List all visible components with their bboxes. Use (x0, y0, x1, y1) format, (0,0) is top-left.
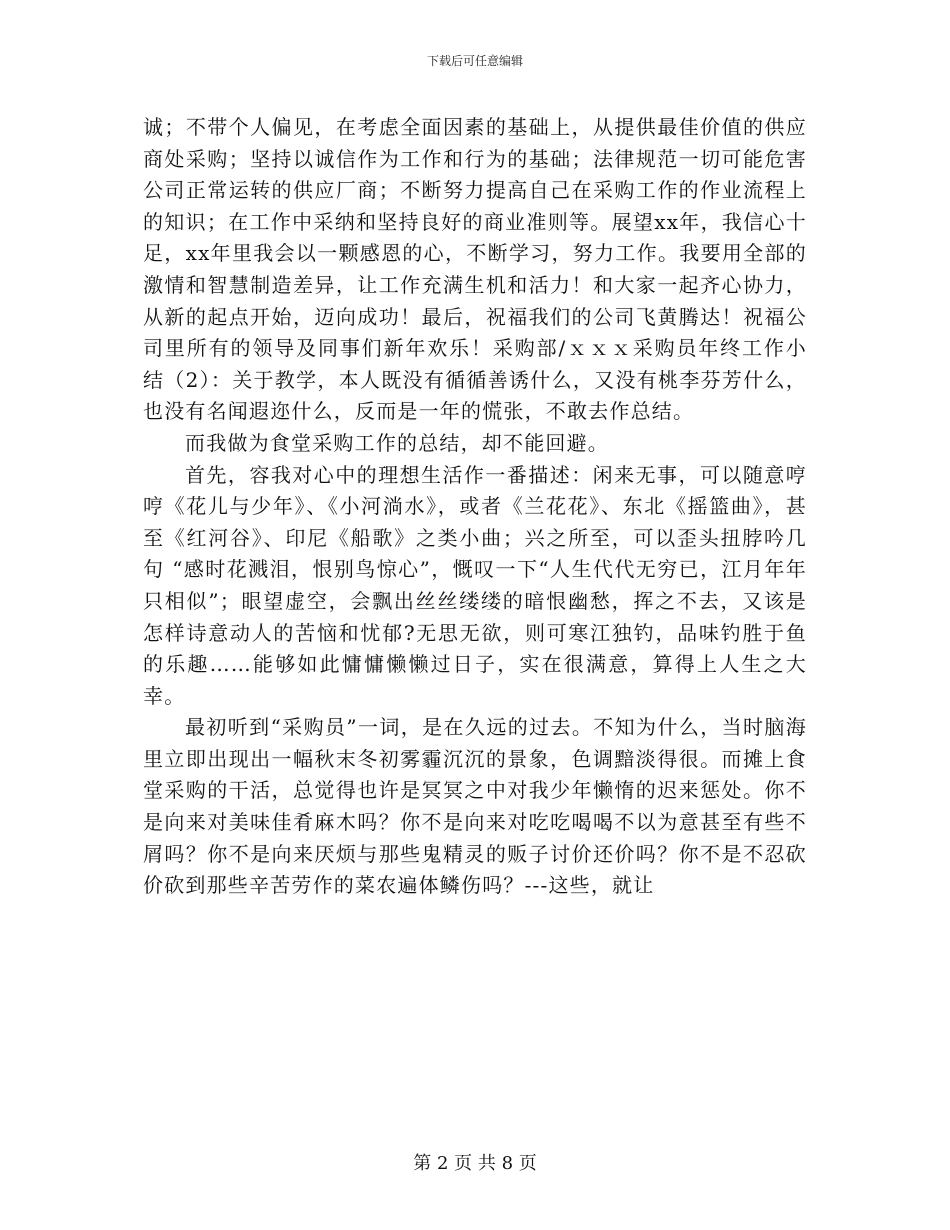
page-number-footer: 第 2 页 共 8 页 (413, 1153, 537, 1174)
page-header: 下载后可任意编辑 (426, 54, 523, 68)
document-body (143, 112, 807, 902)
paragraph-3: 首先，容我对心中的理想生活作一番描述：闲来无事，可以随意哼哼《花儿与少年》、《小河淌水》，或者《兰花花》、东北《摇篮曲》，甚至《红河谷》、印尼《船歌》之类小曲；兴之所至，可以歪头扭脖吟几句 “感时花溅泪，恨别鸟惊心”，慨叹一下“人生代代无穷已，江月年年只相似”；眼望虚空，会飘出丝丝缕缕的暗恨幽愁，挥之不去，又该是怎样诗意动人的苦恼和忧郁?无思无欲，则可寒江独钓，品味钓胜于鱼的乐趣……能够如此慵慵懒懒过日子，实在很满意，算得上人生之大幸。 (143, 462, 807, 708)
paragraph-1: 诚；不带个人偏见，在考虑全面因素的基础上，从提供最佳价值的供应商处采购；坚持以诚信作为工作和行为的基础；法律规范一切可能危害公司正常运转的供应厂商；不断努力提高自己在采购工作的作业流程上的知识；在工作中采纳和坚持良好的商业准则等。展望xx年，我信心十足，xx年里我会以一颗感恩的心，不断学习，努力工作。我要用全部的激情和智慧制造差异，让工作充满生机和活力！和大家一起齐心协力，从新的起点开始，迈向成功！最后，祝福我们的公司飞黄腾达！祝福公司里所有的领导及同事们新年欢乐！采购部/ｘｘｘ采购员年终工作小结（2）：关于教学，本人既没有循循善诱什么，又没有桃李芬芳什么，也没有名闻遐迩什么，反而是一年的慌张，不敢去作总结。 (143, 115, 807, 424)
paragraph-2: 而我做为食堂采购工作的总结，却不能回避。 (185, 430, 609, 455)
paragraph-4: 最初听到“采购员”一词，是在久远的过去。不知为什么，当时脑海里立即出现出一幅秋末冬初雾霾沉沉的景象，色调黯淡得很。而摊上食堂采购的干活，总觉得也许是冥冥之中对我少年懒惰的迟来惩处。你不是向来对美味佳肴麻木吗？你不是向来对吃吃喝喝不以为意甚至有些不屑吗？你不是向来厌烦与那些鬼精灵的贩子讨价还价吗？你不是不忍砍价砍到那些辛苦劳作的菜农遍体鳞伤吗？---这些，就让 (143, 715, 807, 898)
